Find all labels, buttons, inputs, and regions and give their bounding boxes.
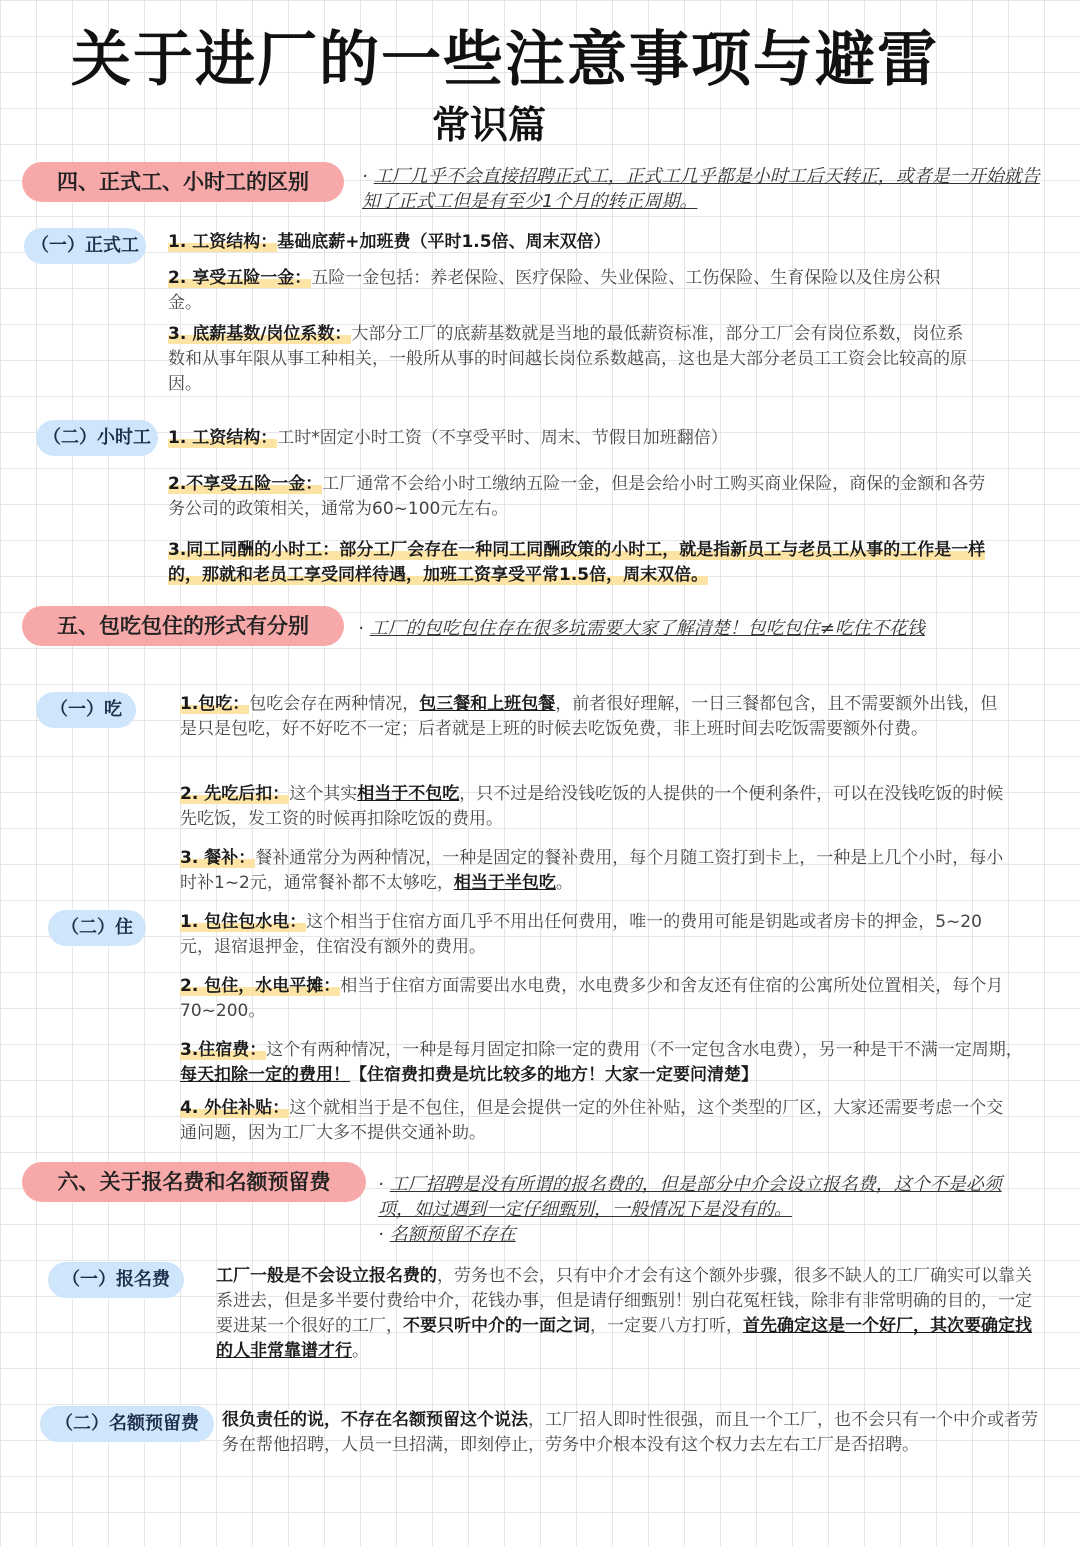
- live-item-1-text: 这个相当于住宿方面几乎不用出任何费用，唯一的费用可能是钥匙或者房卡的押金，5~20元，退宿退押金，住宿没有额外的费用。: [180, 912, 982, 957]
- section-6-note-2-text: 名额预留不存在: [389, 1224, 516, 1245]
- eat-item-1-label: 1.包吃：: [180, 694, 250, 714]
- live-item-3-label: 3.住宿费：: [180, 1040, 267, 1060]
- live-item-3-warning: 【住宿费扣费是坑比较多的地方！大家一定要问清楚】: [350, 1065, 758, 1085]
- eat-item-3: [180, 846, 1010, 896]
- registration-fee-body: ，劳务也不会，只有中介才会有这个额外步骤，很多不缺人的工厂确实可以靠关系进去，但是多半要付费给中介，花钱办事，但是请仔细甄别！别白花冤枉钱，除非有非常明确的目的，一定要进某一个很好的工厂，: [216, 1266, 1032, 1336]
- section-5-note-text: 工厂的包吃包住存在很多坑需要大家了解清楚！包吃包住≠吃住不花钱: [369, 618, 925, 639]
- eat-item-1: [180, 692, 1010, 742]
- eat-item-2-text-a: 这个其实: [289, 784, 358, 804]
- live-item-1: [180, 910, 1010, 960]
- formal-item-3: [168, 322, 968, 397]
- tag-registration-fee: （一）报名费: [48, 1262, 184, 1298]
- section-6-note-2: [378, 1222, 778, 1247]
- tag-live: （二）住: [48, 910, 146, 946]
- hourly-item-3-text: 3.同工同酬的小时工：部分工厂会存在一种同工同酬政策的小时工，就是指新员工与老员工从事的工作是一样的，那就和老员工享受同样待遇，加班工资享受平常1.5倍，周末双倍。: [168, 540, 986, 585]
- eat-item-3-text-a: 餐补通常分为两种情况，一种是固定的餐补费用，每个月随工资打到卡上，一种是上几个小时，每小时补1~2元，通常餐补都不太够吃，: [180, 848, 1004, 893]
- registration-fee-lead: 工厂一般是不会设立报名费的: [216, 1266, 437, 1286]
- eat-item-3-label: 3. 餐补：: [180, 848, 256, 868]
- registration-fee-end: 。: [352, 1341, 369, 1361]
- section-6-note-1-text: 工厂招聘是没有所谓的报名费的，但是部分中介会设立报名费，这个不是必须项，如过遇到一定仔细甄别，一般情况下是没有的。: [378, 1174, 1002, 1220]
- hourly-item-1-text: 工时*固定小时工资（不享受平时、周末、节假日加班翻倍）: [277, 428, 728, 448]
- formal-item-2: [168, 266, 968, 316]
- live-item-4-label: 4. 外住补贴：: [180, 1098, 290, 1118]
- bullet-icon: ·: [362, 166, 368, 187]
- hourly-item-2: [168, 472, 998, 522]
- section-5-heading: 五、包吃包住的形式有分别: [22, 606, 344, 646]
- reservation-fee-text: [222, 1408, 1052, 1458]
- page-subtitle: 常识篇: [432, 103, 547, 147]
- hourly-item-2-label: 2.不享受五险一金：: [168, 474, 323, 494]
- live-item-4: [180, 1096, 1010, 1146]
- live-item-2: [180, 974, 1010, 1024]
- bullet-icon: ·: [378, 1224, 384, 1245]
- live-item-3-emphasis: 每天扣除一定的费用！: [180, 1065, 350, 1085]
- section-6-note-1: [378, 1172, 1008, 1222]
- section-4-note: [362, 164, 1052, 214]
- tag-formal-worker: （一）正式工: [24, 228, 146, 264]
- eat-item-2-text-c: ，只不过是给没钱吃饭的人提供的一个便利条件，可以在没钱吃饭的时候先吃饭，发工资的时候再扣除吃饭的费用。: [180, 784, 1004, 829]
- hourly-item-3: [168, 538, 998, 588]
- live-item-3: [180, 1038, 1025, 1088]
- section-4-heading: 四、正式工、小时工的区别: [22, 162, 344, 202]
- live-item-2-label: 2. 包住，水电平摊：: [180, 976, 341, 996]
- hourly-item-1-label: 1. 工资结构：: [168, 428, 278, 448]
- eat-item-2-label: 2. 先吃后扣：: [180, 784, 290, 804]
- eat-item-3-text-c: 。: [555, 873, 573, 893]
- registration-fee-emphasis: 首先确定这是一个好厂，其次要确定找的人非常靠谱才行: [216, 1316, 1032, 1361]
- section-6-heading: 六、关于报名费和名额预留费: [22, 1162, 366, 1202]
- registration-fee-warning: 不要只听中介的一面之词: [403, 1316, 590, 1336]
- live-item-1-label: 1. 包住包水电：: [180, 912, 307, 932]
- hourly-item-1: [168, 426, 1008, 451]
- tag-eat: （一）吃: [36, 692, 136, 728]
- hourly-item-2-text: 工厂通常不会给小时工缴纳五险一金，但是会给小时工购买商业保险，商保的金额和各劳务公司的政策相关，通常为60~100元左右。: [168, 474, 986, 519]
- formal-item-2-label: 2. 享受五险一金：: [168, 268, 312, 288]
- eat-item-3-emphasis: 相当于半包吃: [453, 873, 556, 893]
- page-title: 关于进厂的一些注意事项与避雷: [71, 25, 939, 95]
- formal-item-1-text: 基础底薪+加班费（平时1.5倍、周末双倍）: [277, 232, 611, 252]
- live-item-3-text-a: 这个有两种情况，一种是每月固定扣除一定的费用（不一定包含水电费），另一种是干不满一定周期，: [266, 1040, 1023, 1060]
- formal-item-1: [168, 230, 988, 255]
- eat-item-2-emphasis: 相当于不包吃: [357, 784, 460, 804]
- reservation-fee-lead: 很负责任的说，不存在名额预留这个说法: [222, 1410, 528, 1430]
- eat-item-1-emphasis: 包三餐和上班包餐: [419, 694, 556, 714]
- registration-fee-body-2: ，一定要八方打听，: [590, 1316, 743, 1336]
- eat-item-1-text-c: ，前者很好理解，一日三餐都包含，且不需要额外出钱，但是只是包吃，好不好吃不一定；后者就是上班的时候去吃饭免费，非上班时间去吃饭需要额外付费。: [180, 694, 998, 739]
- live-item-2-text: 相当于住宿方面需要出水电费，水电费多少和舍友还有住宿的公寓所处位置相关，每个月70~200。: [180, 976, 1004, 1021]
- registration-fee-text: [216, 1264, 1046, 1364]
- tag-reservation-fee: （二）名额预留费: [40, 1406, 214, 1442]
- section-5-note: [358, 616, 1048, 641]
- tag-hourly-worker: （二）小时工: [36, 420, 158, 456]
- live-item-4-text: 这个就相当于是不包住，但是会提供一定的外住补贴，这个类型的厂区，大家还需要考虑一个交通问题，因为工厂大多不提供交通补助。: [180, 1098, 1004, 1143]
- eat-item-1-text-a: 包吃会存在两种情况，: [249, 694, 420, 714]
- section-4-note-text: 工厂几乎不会直接招聘正式工，正式工几乎都是小时工后天转正，或者是一开始就告知了正式工但是有至少1个月的转正周期。: [362, 166, 1040, 212]
- reservation-fee-body: ，工厂招人即时性很强，而且一个工厂，也不会只有一个中介或者劳务在帮他招聘，人员一旦招满，即刻停止，劳务中介根本没有这个权力去左右工厂是否招聘。: [222, 1410, 1038, 1455]
- bullet-icon: ·: [358, 618, 364, 639]
- bullet-icon: ·: [378, 1174, 384, 1195]
- formal-item-1-label: 1. 工资结构：: [168, 232, 278, 252]
- eat-item-2: [180, 782, 1010, 832]
- formal-item-2-text: 五险一金包括：养老保险、医疗保险、失业保险、工伤保险、生育保险以及住房公积金。: [168, 268, 941, 313]
- formal-item-3-text: 大部分工厂的底薪基数就是当地的最低薪资标准，部分工厂会有岗位系数，岗位系数和从事年限从事工种相关，一般所从事的时间越长岗位系数越高，这也是大部分老员工工资会比较高的原因。: [168, 324, 967, 394]
- formal-item-3-label: 3. 底薪基数/岗位系数：: [168, 324, 352, 344]
